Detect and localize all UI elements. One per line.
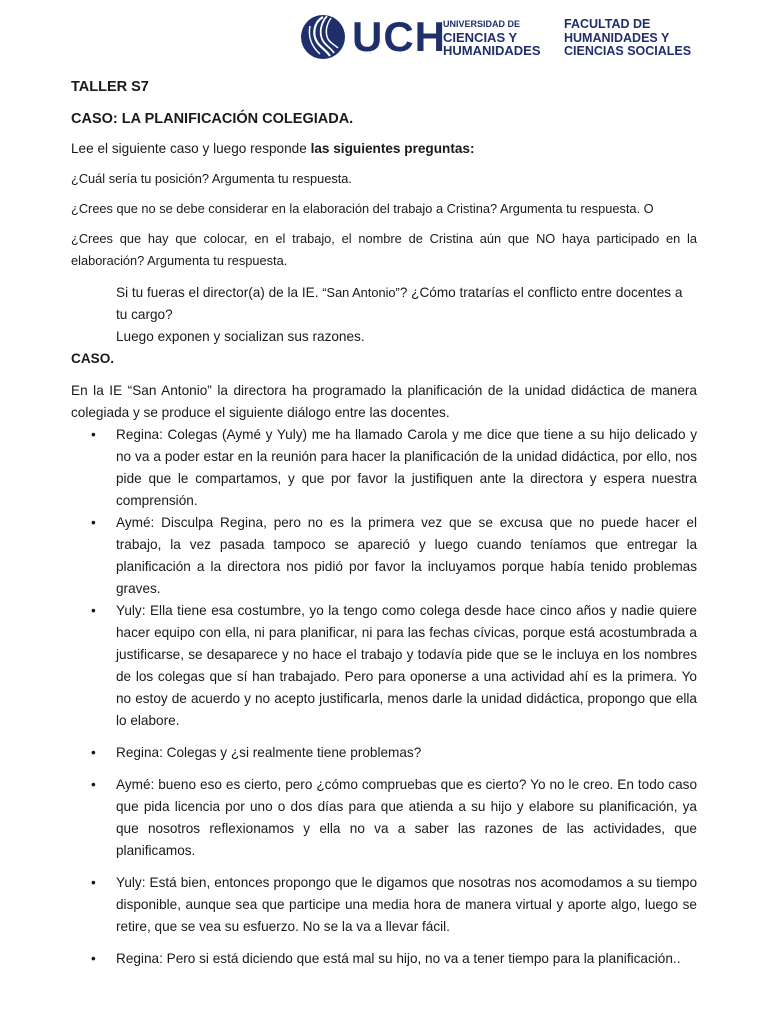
doc-subtitle: CASO: LA PLANIFICACIÓN COLEGIADA. bbox=[71, 111, 354, 127]
bullet-icon: • bbox=[91, 745, 96, 760]
question-1: ¿Cuál sería tu posición? Argumenta tu respuesta. bbox=[71, 171, 352, 186]
bullet-icon: • bbox=[91, 777, 96, 792]
bullet-icon: • bbox=[91, 875, 96, 890]
director-question-text bbox=[116, 282, 697, 326]
univ-line-2: CIENCIAS Y bbox=[443, 30, 518, 45]
faculty-name bbox=[564, 18, 691, 59]
caso-intro: En la IE “San Antonio” la directora ha programado la planificación de la unidad didáctica de manera colegiada y se produce el siguiente diálogo entre las docentes. bbox=[71, 383, 697, 420]
dialog-text: Yuly: Ella tiene esa costumbre, yo la tengo como colega desde hace cinco años y nadie quiere hacer equipo con ella, ni para planificar, ni para las fechas cívicas, porque está acostumbrada a justificarse, se desaparece y no hace el trabajo y todavía pide que se le incluya en los nombres de los colegas que sí han trabajado. Pero para oponerse a una actividad ahí es la primera. Yo no estoy de acuerdo y no acepto justificarla, menos darle la unidad didáctica, propongo que ella lo elabore. bbox=[116, 603, 697, 728]
document-body bbox=[71, 76, 697, 970]
dialog-text: Regina: Pero si está diciendo que está mal su hijo, no va a tener tiempo para la planificación.. bbox=[116, 951, 681, 966]
bullet-icon: • bbox=[91, 603, 96, 618]
dialog-item bbox=[71, 774, 697, 862]
bullet-icon: • bbox=[91, 515, 96, 530]
bullet-icon: • bbox=[91, 951, 96, 966]
dialog-item bbox=[71, 424, 697, 512]
director-q-part2: ? ¿Cómo tratarías el conflicto entre docentes a tu cargo? bbox=[116, 285, 683, 322]
university-name bbox=[443, 18, 541, 57]
dialog-item bbox=[71, 742, 697, 764]
univ-line-1: UNIVERSIDAD DE bbox=[443, 19, 521, 29]
intro-normal: Lee el siguiente caso y luego responde bbox=[71, 141, 311, 156]
dialog-item bbox=[71, 600, 697, 732]
doc-title: TALLER S7 bbox=[71, 79, 149, 95]
director-question bbox=[71, 282, 697, 348]
dialog-text: Aymé: Disculpa Regina, pero no es la primera vez que se excusa que no puede hacer el trabajo, la vez pasada tampoco se apareció y luego cuando teníamos que entregar la planificación a la directora nos pidió por favor la incluyamos porque había tenido problemas graves. bbox=[116, 515, 697, 596]
question-3: ¿Crees que hay que colocar, en el trabajo, el nombre de Cristina aún que NO haya participado en la elaboración? Argumenta tu respuesta. bbox=[71, 231, 697, 268]
bullet-icon: • bbox=[91, 427, 96, 442]
dialog-text: Aymé: bueno eso es cierto, pero ¿cómo compruebas que es cierto? Yo no le creo. En todo caso que pida licencia por uno o dos días para que atienda a su hijo y elabore su planificación, ya que nosotros reflexionamos y ella no va a saber las razones de las actividades, que planificamos. bbox=[116, 777, 697, 858]
fac-line-1: FACULTAD DE bbox=[564, 17, 651, 31]
dialog-text: Regina: Colegas (Aymé y Yuly) me ha llamado Carola y me dice que tiene a su hijo delicado y no va a poder estar en la reunión para hacer la planificación de la unidad didáctica, por ello, nos pide que le compartamos, y que por favor la justifiquen ante la directora y espera nuestra comprensión. bbox=[116, 427, 697, 508]
director-q-school: “San Antonio” bbox=[322, 285, 400, 300]
dialog-text: Yuly: Está bien, entonces propongo que le digamos que nosotras nos acomodamos a su tiempo disponible, aunque sea que participe una media hora de manera virtual y aporte algo, luego se retire, que se vea su esfuerzo. No se la va a llevar fácil. bbox=[116, 875, 697, 934]
dialog-item bbox=[71, 948, 697, 970]
intro-bold: las siguientes preguntas: bbox=[310, 141, 475, 156]
caso-label: CASO. bbox=[71, 351, 115, 366]
intro-text bbox=[71, 138, 697, 160]
dialog-list bbox=[71, 424, 697, 970]
uch-logo-icon bbox=[300, 12, 346, 62]
question-2: ¿Crees que no se debe considerar en la elaboración del trabajo a Cristina? Argumenta tu respuesta. O bbox=[71, 201, 654, 216]
page-header bbox=[300, 10, 700, 66]
dialog-item bbox=[71, 512, 697, 600]
fac-line-3: CIENCIAS SOCIALES bbox=[564, 44, 692, 58]
socialize-text: Luego exponen y socializan sus razones. bbox=[116, 329, 365, 344]
univ-line-3: HUMANIDADES bbox=[443, 43, 541, 58]
dialog-item bbox=[71, 872, 697, 938]
fac-line-2: HUMANIDADES Y bbox=[564, 30, 670, 45]
director-q-part1: Si tu fueras el director(a) de la IE. bbox=[116, 285, 323, 300]
dialog-text: Regina: Colegas y ¿si realmente tiene problemas? bbox=[116, 745, 422, 760]
logo-uch-text: UCH bbox=[352, 13, 446, 60]
